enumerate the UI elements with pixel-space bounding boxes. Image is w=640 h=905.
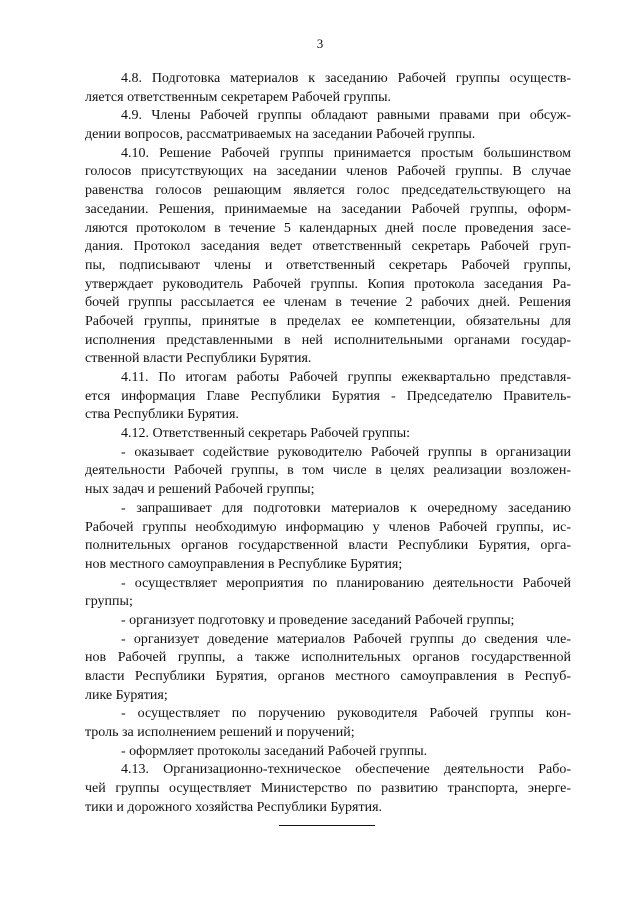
text-line: ляются протоколом в течение 5 календарных дней после проведения засе-: [85, 220, 571, 236]
text-line: нов местного самоуправления в Республике Бурятия;: [85, 556, 403, 572]
text-line: полнительных органов государственной власти Республики Бурятия, орга-: [85, 538, 571, 554]
text-line: бочей группы рассылается ее членам в течение 2 рабочих дней. Решения: [85, 295, 571, 311]
text-line: исполнения представленными в ней исполнительными органами государ-: [85, 332, 571, 348]
end-divider: [279, 825, 375, 826]
text-line: ства Республики Бурятия.: [85, 407, 239, 423]
text-line: 4.12. Ответственный секретарь Рабочей группы:: [121, 426, 411, 442]
text-line: тики и дорожного хозяйства Республики Бурятия.: [85, 799, 383, 815]
text-line: ется информация Главе Республики Бурятия - Председателю Правитель-: [85, 388, 571, 404]
text-line: - организует подготовку и проведение заседаний Рабочей группы;: [121, 612, 515, 628]
text-line: равенства голосов решающим является голос председательствующего на: [85, 183, 571, 199]
text-line: троль за исполнением решений и поручений;: [85, 725, 355, 741]
text-line: пы, подписывают члены и ответственный секретарь Рабочей группы,: [85, 257, 571, 273]
text-line: 4.10. Решение Рабочей группы принимается простым большинством: [121, 145, 571, 161]
text-line: лике Бурятия;: [85, 687, 168, 703]
text-line: 4.9. Члены Рабочей группы обладают равными правами при обсуж-: [121, 108, 571, 124]
text-line: - оформляет протоколы заседаний Рабочей группы.: [121, 743, 428, 759]
text-line: 4.8. Подготовка материалов к заседанию Рабочей группы осуществ-: [121, 71, 571, 86]
text-line: Рабочей группы необходимую информацию у членов Рабочей группы, ис-: [85, 519, 571, 535]
text-line: утверждает руководитель Рабочей группы. Копия протокола заседания Ра-: [85, 276, 571, 292]
text-line: ственной власти Республики Бурятия.: [85, 351, 312, 367]
text-line: - оказывает содействие руководителю Рабочей группы в организации: [121, 444, 571, 460]
page-number: 3: [316, 36, 324, 51]
document-body: [85, 70, 571, 818]
text-line: группы;: [85, 594, 133, 610]
text-line: власти Республики Бурятия, органов местного самоуправления в Респуб-: [85, 669, 571, 684]
text-line: дания. Протокол заседания ведет ответственный секретарь Рабочей груп-: [85, 239, 571, 255]
text-line: деятельности Рабочей группы, в том числе в целях реализации возложен-: [85, 463, 571, 479]
text-line: ных задач и решений Рабочей группы;: [85, 482, 315, 498]
text-line: Рабочей группы, принятые в пределах ее компетенции, обязательны для: [85, 313, 571, 329]
text-line: - организует доведение материалов Рабочей группы до сведения чле-: [121, 631, 571, 647]
text-line: голосов присутствующих на заседании членов Рабочей группы. В случае: [85, 164, 571, 180]
text-line: 4.13. Организационно-техническое обеспечение деятельности Рабо-: [121, 762, 571, 778]
text-line: - запрашивает для подготовки материалов к очередному заседанию: [121, 500, 571, 516]
text-line: - осуществляет по поручению руководителя Рабочей группы кон-: [121, 706, 571, 722]
text-line: заседании. Решения, принимаемые на заседании Рабочей группы, оформ-: [85, 201, 571, 217]
text-line: 4.11. По итогам работы Рабочей группы ежеквартально представля-: [121, 370, 571, 385]
text-line: дении вопросов, рассматриваемых на заседании Рабочей группы.: [85, 127, 476, 143]
text-line: ляется ответственным секретарем Рабочей группы.: [85, 89, 392, 105]
text-line: чей группы осуществляет Министерство по развитию транспорта, энерге-: [85, 781, 571, 797]
text-line: - осуществляет мероприятия по планированию деятельности Рабочей: [121, 575, 571, 591]
text-line: нов Рабочей группы, а также исполнительных органов государственной: [85, 650, 571, 666]
